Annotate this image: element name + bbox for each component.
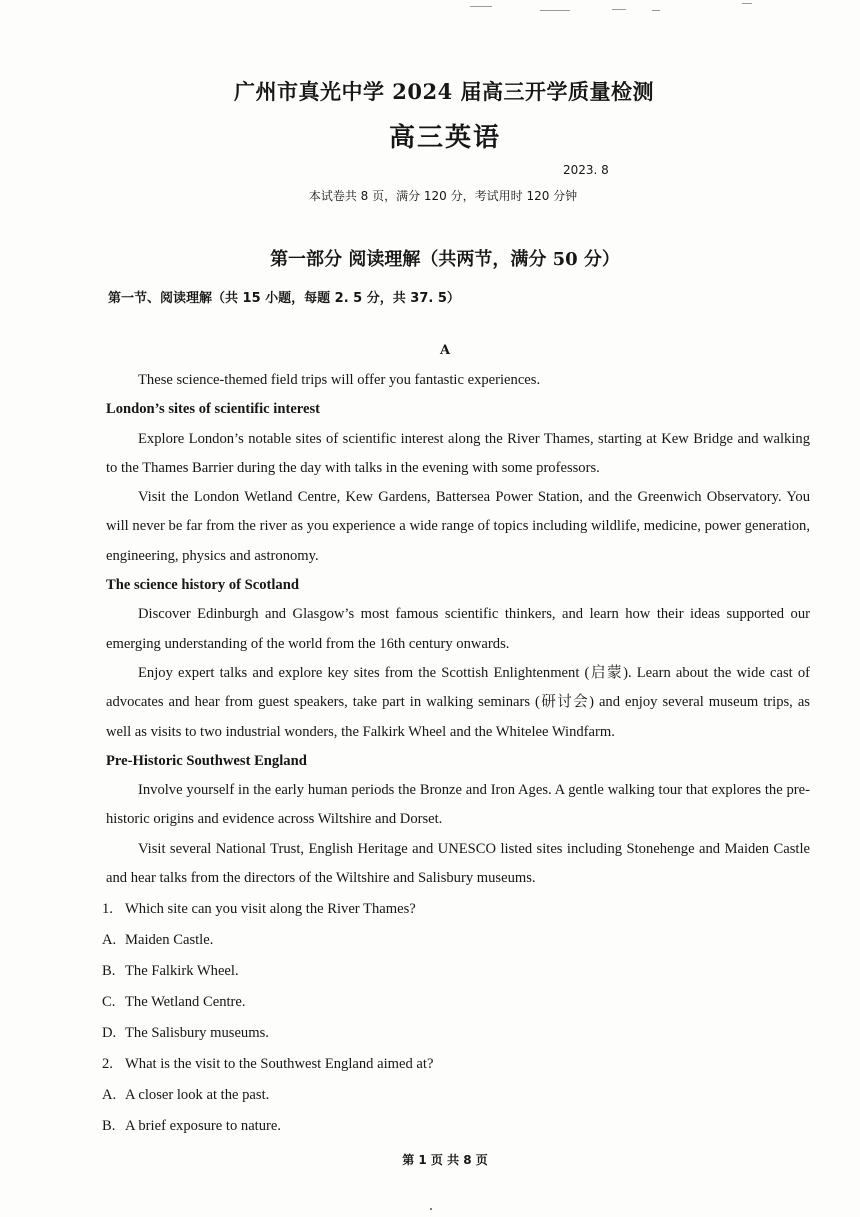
- option-letter: D.: [102, 1025, 117, 1041]
- exam-date: 2023. 8: [563, 163, 609, 177]
- option-text: A brief exposure to nature.: [125, 1118, 282, 1134]
- option-text: The Salisbury museums.: [125, 1025, 269, 1041]
- question-text: Which site can you visit along the River Thames?: [125, 901, 416, 917]
- question-stem: [102, 1049, 433, 1080]
- option-text: A closer look at the past.: [125, 1087, 270, 1103]
- exam-title: 广州市真光中学 2024 届高三开学质量检测: [233, 79, 655, 104]
- passage-heading: The science history of Scotland: [106, 577, 299, 594]
- answer-option: [102, 1080, 433, 1111]
- subject-title: 高三英语: [388, 123, 501, 153]
- option-letter: C.: [102, 994, 116, 1010]
- option-letter: A.: [102, 1087, 117, 1103]
- passage-paragraph: Enjoy expert talks and explore key sites from the Scottish Enlightenment (启蒙). Learn about the wide cast of advocates and hear from guest speakers, take part in walking seminars (研讨会) and enjoy several museum trips, as well as visits to two industrial wonders, the Falkirk Wheel and the Whitelee Windfarm.: [106, 664, 810, 740]
- answer-option: [102, 1111, 433, 1142]
- scan-mark: [742, 3, 752, 4]
- passage-paragraph: Explore London’s notable sites of scientific interest along the River Thames, starting at Kew Bridge and walking to the Thames Barrier during the day with talks in the evening with some professors.: [106, 430, 810, 476]
- part-title: 第一部分 阅读理解（共两节，满分 50 分）: [270, 249, 620, 270]
- question-list: [102, 894, 433, 1142]
- question-number: 2.: [102, 1056, 113, 1072]
- question-number: 1.: [102, 901, 113, 917]
- question-stem: [102, 894, 433, 925]
- passage-paragraph: Discover Edinburgh and Glasgow’s most famous scientific thinkers, and learn how their ideas supported our emerging understanding of the world from the 16th century onwards.: [106, 606, 810, 652]
- question-text: What is the visit to the Southwest England aimed at?: [125, 1056, 434, 1072]
- passage-intro: These science-themed field trips will offer you fantastic experiences.: [138, 372, 541, 388]
- page-footer: 第 1 页 共 8 页: [402, 1153, 488, 1167]
- passage-heading: London’s sites of scientific interest: [106, 401, 321, 418]
- passage-paragraph: Involve yourself in the early human periods the Bronze and Iron Ages. A gentle walking tour that explores the pre-historic origins and evidence across Wiltshire and Dorset.: [106, 782, 810, 828]
- answer-option: [102, 1018, 433, 1049]
- option-letter: A.: [102, 932, 117, 948]
- option-text: The Wetland Centre.: [125, 994, 246, 1010]
- scan-mark: [540, 10, 570, 11]
- exam-info: 本试卷共 8 页，满分 120 分，考试用时 120 分钟: [308, 189, 578, 203]
- option-letter: B.: [102, 1118, 116, 1134]
- answer-option: [102, 925, 433, 956]
- option-letter: B.: [102, 963, 116, 979]
- passage-paragraph: Visit several National Trust, English Heritage and UNESCO listed sites including Stonehenge and Maiden Castle and hear talks from the directors of the Wiltshire and Salisbury museums.: [106, 840, 810, 887]
- passage-heading: Pre-Historic Southwest England: [106, 752, 307, 769]
- option-text: The Falkirk Wheel.: [125, 963, 239, 979]
- answer-option: [102, 987, 433, 1018]
- option-text: Maiden Castle.: [125, 932, 214, 948]
- passage-paragraph: Visit the London Wetland Centre, Kew Gardens, Battersea Power Station, and the Greenwich Observatory. You will never be far from the river as you experience a wide range of topics including wildlife, medicine, power generation, engineering, physics and astronomy.: [106, 489, 810, 564]
- reading-passage: [106, 366, 810, 893]
- scan-speck: [430, 1208, 432, 1210]
- passage-letter: A: [439, 343, 451, 358]
- scan-mark: [470, 6, 492, 7]
- section-title: 第一节、阅读理解（共 15 小题，每题 2. 5 分，共 37. 5）: [108, 291, 460, 306]
- scan-mark: [652, 10, 660, 11]
- scan-mark: [612, 9, 626, 10]
- answer-option: [102, 956, 433, 987]
